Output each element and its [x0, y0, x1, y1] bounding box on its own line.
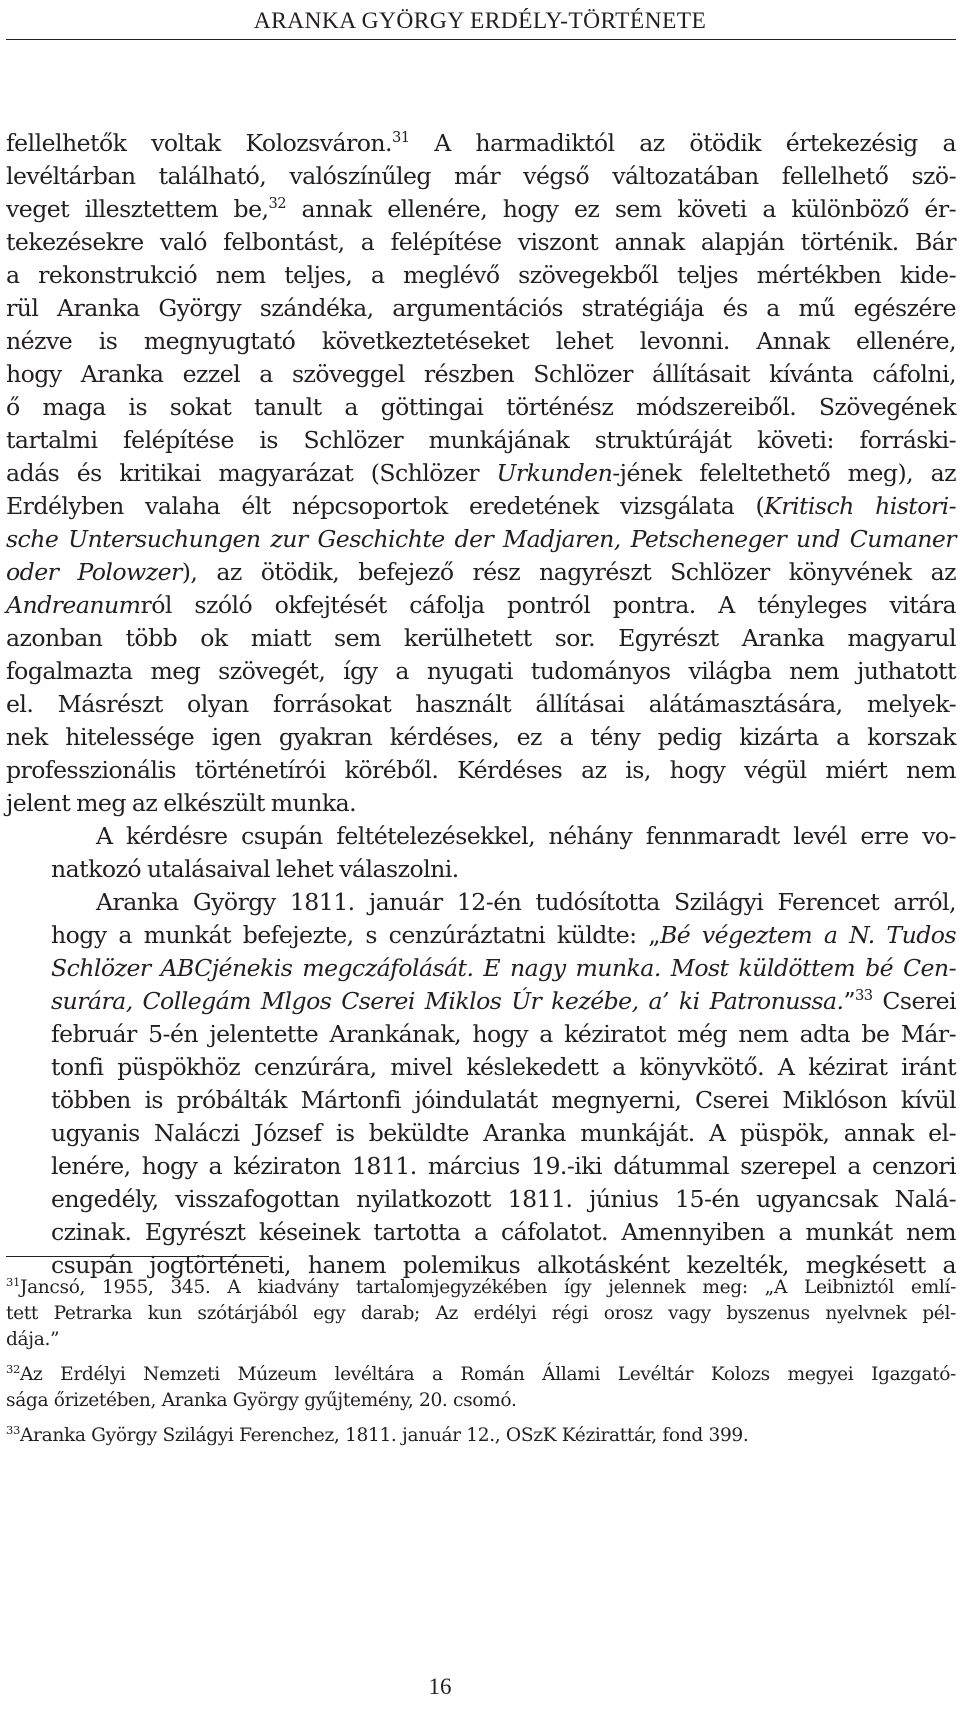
text-run: hogy a munkát befejezte, s cenzúráztatni küldte: „: [51, 921, 660, 949]
text-run: adás és kritikai magyarázat (Schlözer: [6, 459, 497, 487]
text-run: nézve is megnyugtató következtetéseket lehet levonni. Annak ellenére,: [6, 327, 956, 355]
footnote-number: 31: [6, 1275, 20, 1290]
text-line: [6, 721, 956, 754]
italic-text: Urkunden: [496, 459, 613, 487]
text-line: [6, 985, 956, 1018]
text-line: [6, 259, 956, 292]
text-run: tekezésekre való felbontást, a felépítése viszont annak alapján történik. Bár: [6, 228, 956, 256]
text-run: el. Másrészt olyan forrásokat használt állításai alátámasztására, melyek-: [6, 690, 956, 718]
text-line: [6, 193, 956, 226]
footnote-text: Jancsó, 1955, 345. A kiadvány tartalomjegyzékében így jelennek meg: „A Leibniztól emlí-: [19, 1277, 956, 1298]
text-run: ), az ötödik, befejező rész nagyrészt Schlözer könyvének az: [181, 558, 957, 586]
text-line: [6, 556, 956, 589]
footnotes: [6, 1275, 956, 1458]
paragraph: [6, 886, 956, 1282]
text-line: [6, 1183, 956, 1216]
text-run: ”: [843, 987, 855, 1015]
text-run: jelent meg az elkészült munka.: [6, 789, 357, 817]
footnote-number: 32: [6, 1362, 20, 1377]
footnote-line: [6, 1362, 956, 1388]
running-head: ARANKA GYÖRGY ERDÉLY-TÖRTÉNETE: [253, 8, 707, 34]
text-run: többen is próbálták Mártonfi jóindulatát megnyerni, Cserei Miklóson kívül: [51, 1086, 956, 1114]
text-run: lenére, hogy a kéziraton 1811. március 19.-iki dátummal szerepel a cenzori: [51, 1152, 956, 1180]
footnote: [6, 1423, 956, 1449]
text-line: [6, 160, 956, 193]
italic-text: oder Polowzer: [6, 558, 182, 586]
text-line: [6, 226, 956, 259]
text-run: Aranka György 1811. január 12-én tudósította Szilágyi Ferencet arról,: [96, 888, 956, 916]
text-run: rül Aranka György szándéka, argumentációs stratégiája és a mű egészére: [6, 294, 956, 322]
text-run: Erdélyben valaha élt népcsoportok eredetének vizsgálata (: [6, 492, 765, 520]
text-line: [6, 688, 956, 721]
text-line: [6, 292, 956, 325]
text-line: [6, 358, 956, 391]
footnote-text: Aranka György Szilágyi Ferenchez, 1811. január 12., OSzK Kézirattár, fond 399.: [19, 1425, 749, 1446]
footnote-text: tett Petrarka kun szótárjából egy darab; Az erdélyi régi orosz vagy byszenus nyelvnek pél-: [6, 1303, 956, 1324]
italic-text: Kritisch histori-: [764, 492, 956, 520]
italic-text: Schlözer ABCjénekis megczáfolását. E nagy munka. Most küldöttem bé Cen-: [51, 954, 956, 982]
text-run: A harmadiktól az ötödik értekezésig a: [409, 129, 956, 157]
footnote-line: [6, 1275, 956, 1301]
header-rule: [6, 39, 956, 40]
text-run: professzionális történetírói köréből. Kérdéses az is, hogy végül miért nem: [6, 756, 956, 784]
text-line: [6, 1084, 956, 1117]
text-run: fellelhetők voltak Kolozsváron.: [6, 129, 392, 157]
text-line: [6, 622, 956, 655]
text-line: [6, 1216, 956, 1249]
text-line: [6, 424, 956, 457]
text-line: [6, 1051, 956, 1084]
footnote-text: Az Erdélyi Nemzeti Múzeum levéltára a Román Állami Levéltár Kolozs megyei Igazgató-: [19, 1364, 956, 1385]
text-line: [6, 523, 956, 556]
text-run: azonban több ok miatt sem kerülhetett sor. Egyrészt Aranka magyarul: [6, 624, 956, 652]
text-line: [6, 589, 956, 622]
text-run: fogalmazta meg szövegét, így a nyugati tudományos világba nem juthatott: [6, 657, 956, 685]
body-text: [6, 127, 956, 1282]
text-run: czinak. Egyrészt késeinek tartotta a cáfolatot. Amennyiben a munkát nem: [51, 1218, 956, 1246]
text-line: [6, 325, 956, 358]
footnote-ref: 32: [268, 195, 286, 213]
text-run: ő maga is sokat tanult a göttingai történész módszereiből. Szövegének: [6, 393, 956, 421]
footnote-number: 33: [6, 1423, 20, 1438]
footnote-rule: [6, 1256, 269, 1257]
italic-text: Andreanum: [6, 591, 141, 619]
footnote-ref: 31: [391, 129, 410, 147]
footnote-text: dája.”: [6, 1329, 60, 1350]
text-run: csupán jogtörténeti, hanem polemikus alkotásként kezelték, megkésett a: [51, 1251, 956, 1279]
text-line: [6, 391, 956, 424]
text-line: [6, 1150, 956, 1183]
text-run: A kérdésre csupán feltételezésekkel, néhány fennmaradt levél erre vo-: [96, 822, 956, 850]
text-line: [6, 457, 956, 490]
text-line: [6, 1117, 956, 1150]
text-run: hogy Aranka ezzel a szöveggel részben Schlözer állításait kívánta cáfolni,: [6, 360, 956, 388]
text-run: -jének feleltethető meg), az: [612, 459, 957, 487]
text-run: levéltárban található, valószínűleg már végső változatában fellelhető szö-: [6, 162, 956, 190]
text-run: Cserei: [872, 987, 957, 1015]
footnote-line: [6, 1388, 956, 1414]
text-line: [6, 853, 956, 886]
text-line: [6, 820, 956, 853]
footnote-text: sága őrizetében, Aranka György gyűjtemény, 20. csomó.: [6, 1390, 517, 1411]
text-run: tartalmi felépítése is Schlözer munkájának struktúráját követi: forráski-: [6, 426, 956, 454]
footnote: [6, 1275, 956, 1353]
text-run: natkozó utalásaival lehet válaszolni.: [51, 855, 459, 883]
footnote: [6, 1362, 956, 1414]
text-run: ugyanis Naláczi József is beküldte Aranka munkáját. A püspök, annak el-: [51, 1119, 956, 1147]
footnote-ref: 33: [854, 987, 873, 1005]
text-line: [6, 127, 956, 160]
text-line: [6, 952, 956, 985]
text-run: engedély, visszafogottan nyilatkozott 1811. június 15-én ugyancsak Nalá-: [51, 1185, 956, 1213]
italic-text: Bé végeztem a N. Tudos: [659, 921, 956, 949]
text-line: [6, 490, 956, 523]
text-line: [6, 787, 956, 820]
text-run: a rekonstrukció nem teljes, a meglévő szövegekből teljes mértékben kide-: [6, 261, 956, 289]
text-run: ról szóló okfejtését cáfolja pontról pontra. A tényleges vitára: [140, 591, 956, 619]
footnote-line: [6, 1423, 956, 1449]
text-run: nek hitelessége igen gyakran kérdéses, ez a tény pedig kizárta a korszak: [6, 723, 956, 751]
paragraph: [6, 127, 956, 820]
text-line: [6, 655, 956, 688]
text-line: [6, 1018, 956, 1051]
paragraph: [6, 820, 956, 886]
text-run: február 5-én jelentette Arankának, hogy a kéziratot még nem adta be Már-: [51, 1020, 956, 1048]
text-line: [6, 919, 956, 952]
footnote-line: [6, 1301, 956, 1327]
page-number: 16: [428, 1674, 452, 1699]
italic-text: sche Untersuchungen zur Geschichte der Madjaren, Petscheneger und Cumaner: [6, 525, 956, 553]
text-run: annak ellenére, hogy ez sem követi a különböző ér-: [285, 195, 956, 223]
italic-text: surára, Collegám Mlgos Cserei Miklos Úr kezébe, a’ ki Patronussa.: [51, 987, 844, 1015]
text-line: [6, 886, 956, 919]
text-run: tonfi püspökhöz cenzúrára, mivel késlekedett a könyvkötő. A kézirat iránt: [51, 1053, 956, 1081]
text-run: veget illesztettem be,: [6, 195, 269, 223]
footnote-line: [6, 1327, 956, 1353]
text-line: [6, 754, 956, 787]
